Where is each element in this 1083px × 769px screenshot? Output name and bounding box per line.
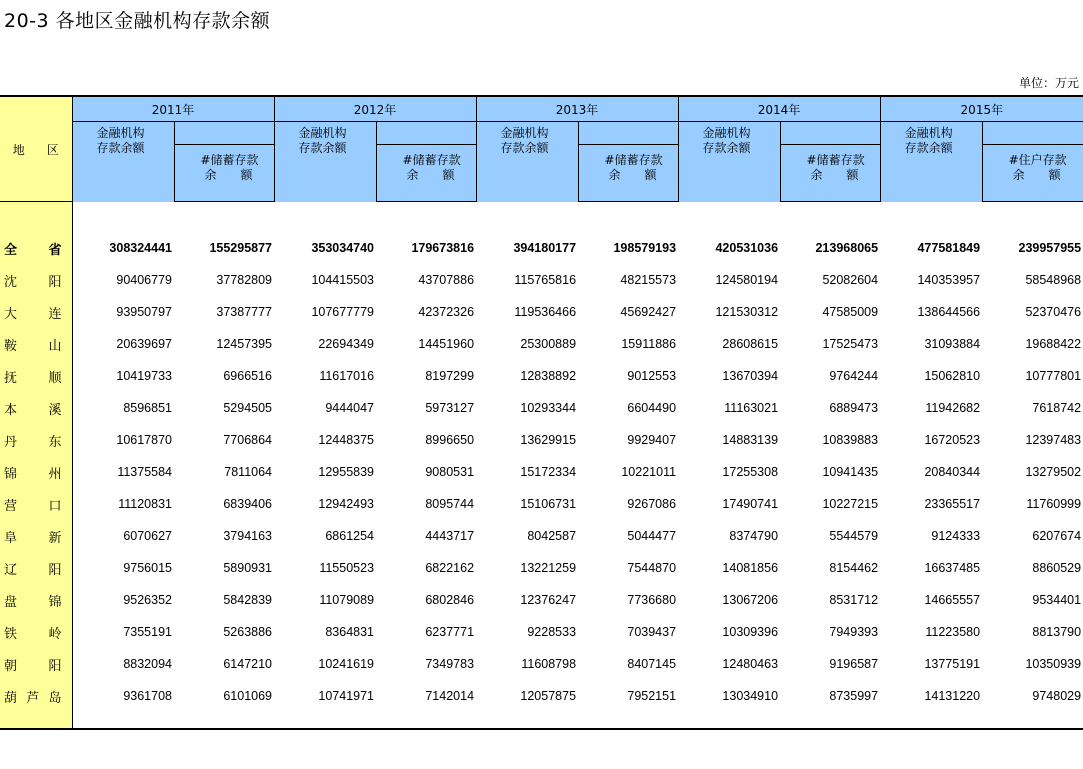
value-cell: 8374790 — [729, 529, 779, 543]
col-header-deposit-balance: 金融机构 存款余额 — [678, 122, 780, 202]
table-row — [0, 456, 1083, 488]
table-row — [0, 680, 1083, 712]
value-cell: 7706864 — [223, 433, 273, 447]
table-row — [0, 648, 1083, 680]
value-cell: 37387777 — [216, 305, 273, 319]
value-cell: 8154462 — [829, 561, 879, 575]
value-cell: 6802846 — [425, 593, 475, 607]
value-cell: 6070627 — [123, 529, 172, 543]
value-cell: 353034740 — [311, 241, 375, 255]
value-cell: 17490741 — [722, 497, 779, 511]
col-header-savings-balance: #住户存款 余 额 — [982, 145, 1083, 202]
value-cell: 7544870 — [627, 561, 677, 575]
region-name: 本溪 — [0, 392, 72, 424]
value-cell: 5044477 — [627, 529, 677, 543]
value-cell: 11608798 — [521, 657, 577, 671]
value-cell: 15106731 — [520, 497, 577, 511]
value-cell: 9124333 — [931, 529, 981, 543]
value-cell: 58548968 — [1025, 273, 1082, 287]
value-cell: 31093884 — [924, 337, 981, 351]
value-cell: 13629915 — [520, 433, 577, 447]
value-cell: 6207674 — [1032, 529, 1082, 543]
unit-label: 单位：万元 — [1018, 76, 1079, 90]
col-header-spacer — [578, 122, 678, 145]
value-cell: 9534401 — [1032, 593, 1082, 607]
value-cell: 11163021 — [724, 401, 779, 415]
value-cell: 22694349 — [318, 337, 375, 351]
value-cell: 14451960 — [418, 337, 475, 351]
value-cell: 8860529 — [1032, 561, 1082, 575]
value-cell: 9756015 — [123, 561, 172, 575]
value-cell: 5842839 — [223, 593, 273, 607]
value-cell: 10227215 — [822, 497, 879, 511]
value-cell: 11942682 — [925, 401, 981, 415]
year-header: 2012年 — [274, 96, 476, 122]
value-cell: 9929407 — [627, 433, 677, 447]
value-cell: 10741971 — [318, 689, 375, 703]
value-cell: 104415503 — [311, 273, 375, 287]
value-cell: 10293344 — [520, 401, 577, 415]
value-cell: 16637485 — [924, 561, 981, 575]
value-cell: 12376247 — [520, 593, 577, 607]
region-name: 铁岭 — [0, 616, 72, 648]
value-cell: 5544579 — [829, 529, 879, 543]
col-header-deposit-balance: 金融机构 存款余额 — [274, 122, 376, 202]
empty-cell — [274, 202, 376, 233]
value-cell: 48215573 — [620, 273, 677, 287]
value-cell: 7949393 — [829, 625, 879, 639]
value-cell: 15911886 — [621, 337, 677, 351]
value-cell: 10777801 — [1025, 369, 1082, 383]
value-cell: 14665557 — [924, 593, 981, 607]
empty-cell — [72, 202, 174, 233]
empty-cell — [880, 712, 982, 729]
value-cell: 213968065 — [815, 241, 879, 255]
value-cell: 9196587 — [829, 657, 879, 671]
region-cell-empty — [0, 202, 72, 233]
value-cell: 12838892 — [520, 369, 577, 383]
value-cell: 6604490 — [627, 401, 677, 415]
value-cell: 28608615 — [722, 337, 779, 351]
value-cell: 12942493 — [318, 497, 375, 511]
col-header-savings-balance: #储蓄存款 余 额 — [376, 145, 476, 202]
empty-cell — [578, 712, 678, 729]
empty-cell — [982, 712, 1083, 729]
region-name: 阜新 — [0, 520, 72, 552]
col-header-savings-balance: #储蓄存款 余 额 — [780, 145, 880, 202]
value-cell: 10241619 — [318, 657, 375, 671]
col-header-spacer — [376, 122, 476, 145]
value-cell: 7355191 — [123, 625, 172, 639]
col-header-deposit-balance: 金融机构 存款余额 — [476, 122, 578, 202]
value-cell: 19688422 — [1025, 337, 1082, 351]
col-header-savings-balance: #储蓄存款 余 额 — [174, 145, 274, 202]
value-cell: 15062810 — [924, 369, 981, 383]
value-cell: 5973127 — [425, 401, 475, 415]
col-header-spacer — [982, 122, 1083, 145]
value-cell: 8832094 — [123, 657, 172, 671]
region-name: 大连 — [0, 296, 72, 328]
value-cell: 5294505 — [223, 401, 273, 415]
value-cell: 115765816 — [514, 273, 577, 287]
value-cell: 7736680 — [627, 593, 677, 607]
table-row — [0, 264, 1083, 296]
year-header: 2013年 — [476, 96, 678, 122]
value-cell: 5890931 — [223, 561, 273, 575]
table-row — [0, 488, 1083, 520]
value-cell: 8042587 — [527, 529, 577, 543]
value-cell: 9080531 — [425, 465, 475, 479]
value-cell: 119536466 — [514, 305, 577, 319]
value-cell: 23365517 — [924, 497, 981, 511]
year-header: 2015年 — [880, 96, 1083, 122]
value-cell: 16720523 — [924, 433, 981, 447]
value-cell: 12955839 — [318, 465, 375, 479]
value-cell: 8095744 — [425, 497, 475, 511]
value-cell: 13221259 — [520, 561, 577, 575]
value-cell: 8407145 — [627, 657, 677, 671]
region-name: 辽阳 — [0, 552, 72, 584]
value-cell: 8364831 — [325, 625, 375, 639]
value-cell: 7618742 — [1032, 401, 1082, 415]
value-cell: 4443717 — [425, 529, 475, 543]
value-cell: 10419733 — [116, 369, 172, 383]
table-row — [0, 360, 1083, 392]
value-cell: 138644566 — [917, 305, 981, 319]
table-row — [0, 552, 1083, 584]
col-header-spacer — [174, 122, 274, 145]
empty-cell — [678, 712, 780, 729]
value-cell: 14081856 — [722, 561, 779, 575]
empty-cell — [274, 712, 376, 729]
value-cell: 13067206 — [722, 593, 779, 607]
empty-cell — [476, 202, 578, 233]
deposit-table — [0, 95, 1083, 730]
value-cell: 121530312 — [715, 305, 779, 319]
empty-cell — [678, 202, 780, 233]
region-header: 地区 — [0, 96, 72, 202]
value-cell: 10617870 — [116, 433, 172, 447]
value-cell: 8996650 — [425, 433, 475, 447]
value-cell: 11079089 — [319, 593, 375, 607]
region-cell-empty — [0, 712, 72, 729]
region-name: 全省 — [0, 232, 72, 264]
region-name: 丹东 — [0, 424, 72, 456]
value-cell: 12457395 — [216, 337, 273, 351]
value-cell: 93950797 — [116, 305, 172, 319]
value-cell: 6237771 — [425, 625, 475, 639]
year-header: 2011年 — [72, 96, 274, 122]
value-cell: 6889473 — [829, 401, 879, 415]
col-header-deposit-balance: 金融机构 存款余额 — [880, 122, 982, 202]
value-cell: 11550523 — [319, 561, 375, 575]
value-cell: 6861254 — [325, 529, 375, 543]
value-cell: 20840344 — [924, 465, 981, 479]
empty-cell — [578, 202, 678, 233]
value-cell: 15172334 — [520, 465, 577, 479]
value-cell: 179673816 — [411, 241, 475, 255]
value-cell: 420531036 — [715, 241, 779, 255]
value-cell: 11375584 — [117, 465, 172, 479]
page-title: 20-3 各地区金融机构存款余额 — [4, 10, 271, 32]
table-row — [0, 296, 1083, 328]
value-cell: 11120831 — [118, 497, 172, 511]
table-row — [0, 584, 1083, 616]
table-row — [0, 616, 1083, 648]
value-cell: 12480463 — [722, 657, 779, 671]
value-cell: 12397483 — [1025, 433, 1082, 447]
value-cell: 47585009 — [822, 305, 879, 319]
value-cell: 198579193 — [613, 241, 677, 255]
empty-cell — [780, 202, 880, 233]
value-cell: 7349783 — [425, 657, 475, 671]
value-cell: 90406779 — [116, 273, 172, 287]
value-cell: 8596851 — [123, 401, 172, 415]
value-cell: 9526352 — [123, 593, 172, 607]
empty-cell — [376, 712, 476, 729]
value-cell: 14131220 — [924, 689, 981, 703]
value-cell: 7811064 — [224, 465, 273, 479]
region-name: 盘锦 — [0, 584, 72, 616]
value-cell: 9361708 — [123, 689, 172, 703]
region-name: 朝阳 — [0, 648, 72, 680]
value-cell: 14883139 — [722, 433, 779, 447]
value-cell: 124580194 — [715, 273, 779, 287]
empty-cell — [476, 712, 578, 729]
empty-cell — [72, 712, 174, 729]
value-cell: 9764244 — [829, 369, 879, 383]
empty-cell — [174, 712, 274, 729]
value-cell: 37782809 — [216, 273, 273, 287]
value-cell: 308324441 — [109, 241, 172, 255]
value-cell: 52370476 — [1025, 305, 1082, 319]
value-cell: 9444047 — [325, 401, 375, 415]
value-cell: 13775191 — [924, 657, 981, 671]
empty-cell — [174, 202, 274, 233]
value-cell: 11760999 — [1026, 497, 1082, 511]
value-cell: 7039437 — [627, 625, 677, 639]
region-name: 锦州 — [0, 456, 72, 488]
value-cell: 11617016 — [319, 369, 375, 383]
table-row — [0, 232, 1083, 264]
value-cell: 140353957 — [917, 273, 981, 287]
value-cell: 10350939 — [1025, 657, 1082, 671]
region-name: 抚顺 — [0, 360, 72, 392]
value-cell: 8735997 — [829, 689, 879, 703]
value-cell: 7142014 — [425, 689, 475, 703]
value-cell: 52082604 — [822, 273, 879, 287]
value-cell: 13034910 — [722, 689, 779, 703]
value-cell: 8197299 — [425, 369, 475, 383]
region-name: 鞍山 — [0, 328, 72, 360]
value-cell: 10941435 — [822, 465, 879, 479]
region-name: 营口 — [0, 488, 72, 520]
value-cell: 11223580 — [925, 625, 981, 639]
value-cell: 17525473 — [822, 337, 879, 351]
value-cell: 107677779 — [311, 305, 375, 319]
region-name: 沈阳 — [0, 264, 72, 296]
table-row — [0, 328, 1083, 360]
table-row — [0, 392, 1083, 424]
empty-cell — [880, 202, 982, 233]
value-cell: 12057875 — [520, 689, 577, 703]
table-row — [0, 424, 1083, 456]
col-header-spacer — [780, 122, 880, 145]
region-name: 葫芦岛 — [0, 680, 72, 712]
year-header: 2014年 — [678, 96, 880, 122]
value-cell: 9012553 — [627, 369, 677, 383]
value-cell: 9748029 — [1032, 689, 1082, 703]
col-header-savings-balance: #储蓄存款 余 额 — [578, 145, 678, 202]
value-cell: 42372326 — [418, 305, 475, 319]
value-cell: 12448375 — [318, 433, 375, 447]
value-cell: 155295877 — [209, 241, 273, 255]
value-cell: 8531712 — [829, 593, 879, 607]
value-cell: 6822162 — [425, 561, 475, 575]
value-cell: 20639697 — [116, 337, 172, 351]
empty-cell — [780, 712, 880, 729]
value-cell: 17255308 — [722, 465, 779, 479]
value-cell: 6839406 — [223, 497, 273, 511]
value-cell: 239957955 — [1018, 241, 1082, 255]
value-cell: 13279502 — [1025, 465, 1082, 479]
value-cell: 10839883 — [822, 433, 879, 447]
empty-cell — [376, 202, 476, 233]
table-row — [0, 520, 1083, 552]
value-cell: 3794163 — [223, 529, 273, 543]
value-cell: 10309396 — [722, 625, 779, 639]
value-cell: 8813790 — [1032, 625, 1082, 639]
value-cell: 45692427 — [620, 305, 677, 319]
value-cell: 6147210 — [223, 657, 273, 671]
col-header-deposit-balance: 金融机构 存款余额 — [72, 122, 174, 202]
value-cell: 477581849 — [917, 241, 981, 255]
value-cell: 394180177 — [513, 241, 577, 255]
value-cell: 9228533 — [527, 625, 577, 639]
value-cell: 5263886 — [223, 625, 273, 639]
empty-cell — [982, 202, 1083, 233]
value-cell: 43707886 — [418, 273, 475, 287]
value-cell: 25300889 — [520, 337, 577, 351]
value-cell: 10221011 — [621, 465, 677, 479]
value-cell: 6101069 — [223, 689, 273, 703]
value-cell: 9267086 — [627, 497, 677, 511]
value-cell: 13670394 — [722, 369, 779, 383]
value-cell: 7952151 — [627, 689, 677, 703]
value-cell: 6966516 — [223, 369, 273, 383]
